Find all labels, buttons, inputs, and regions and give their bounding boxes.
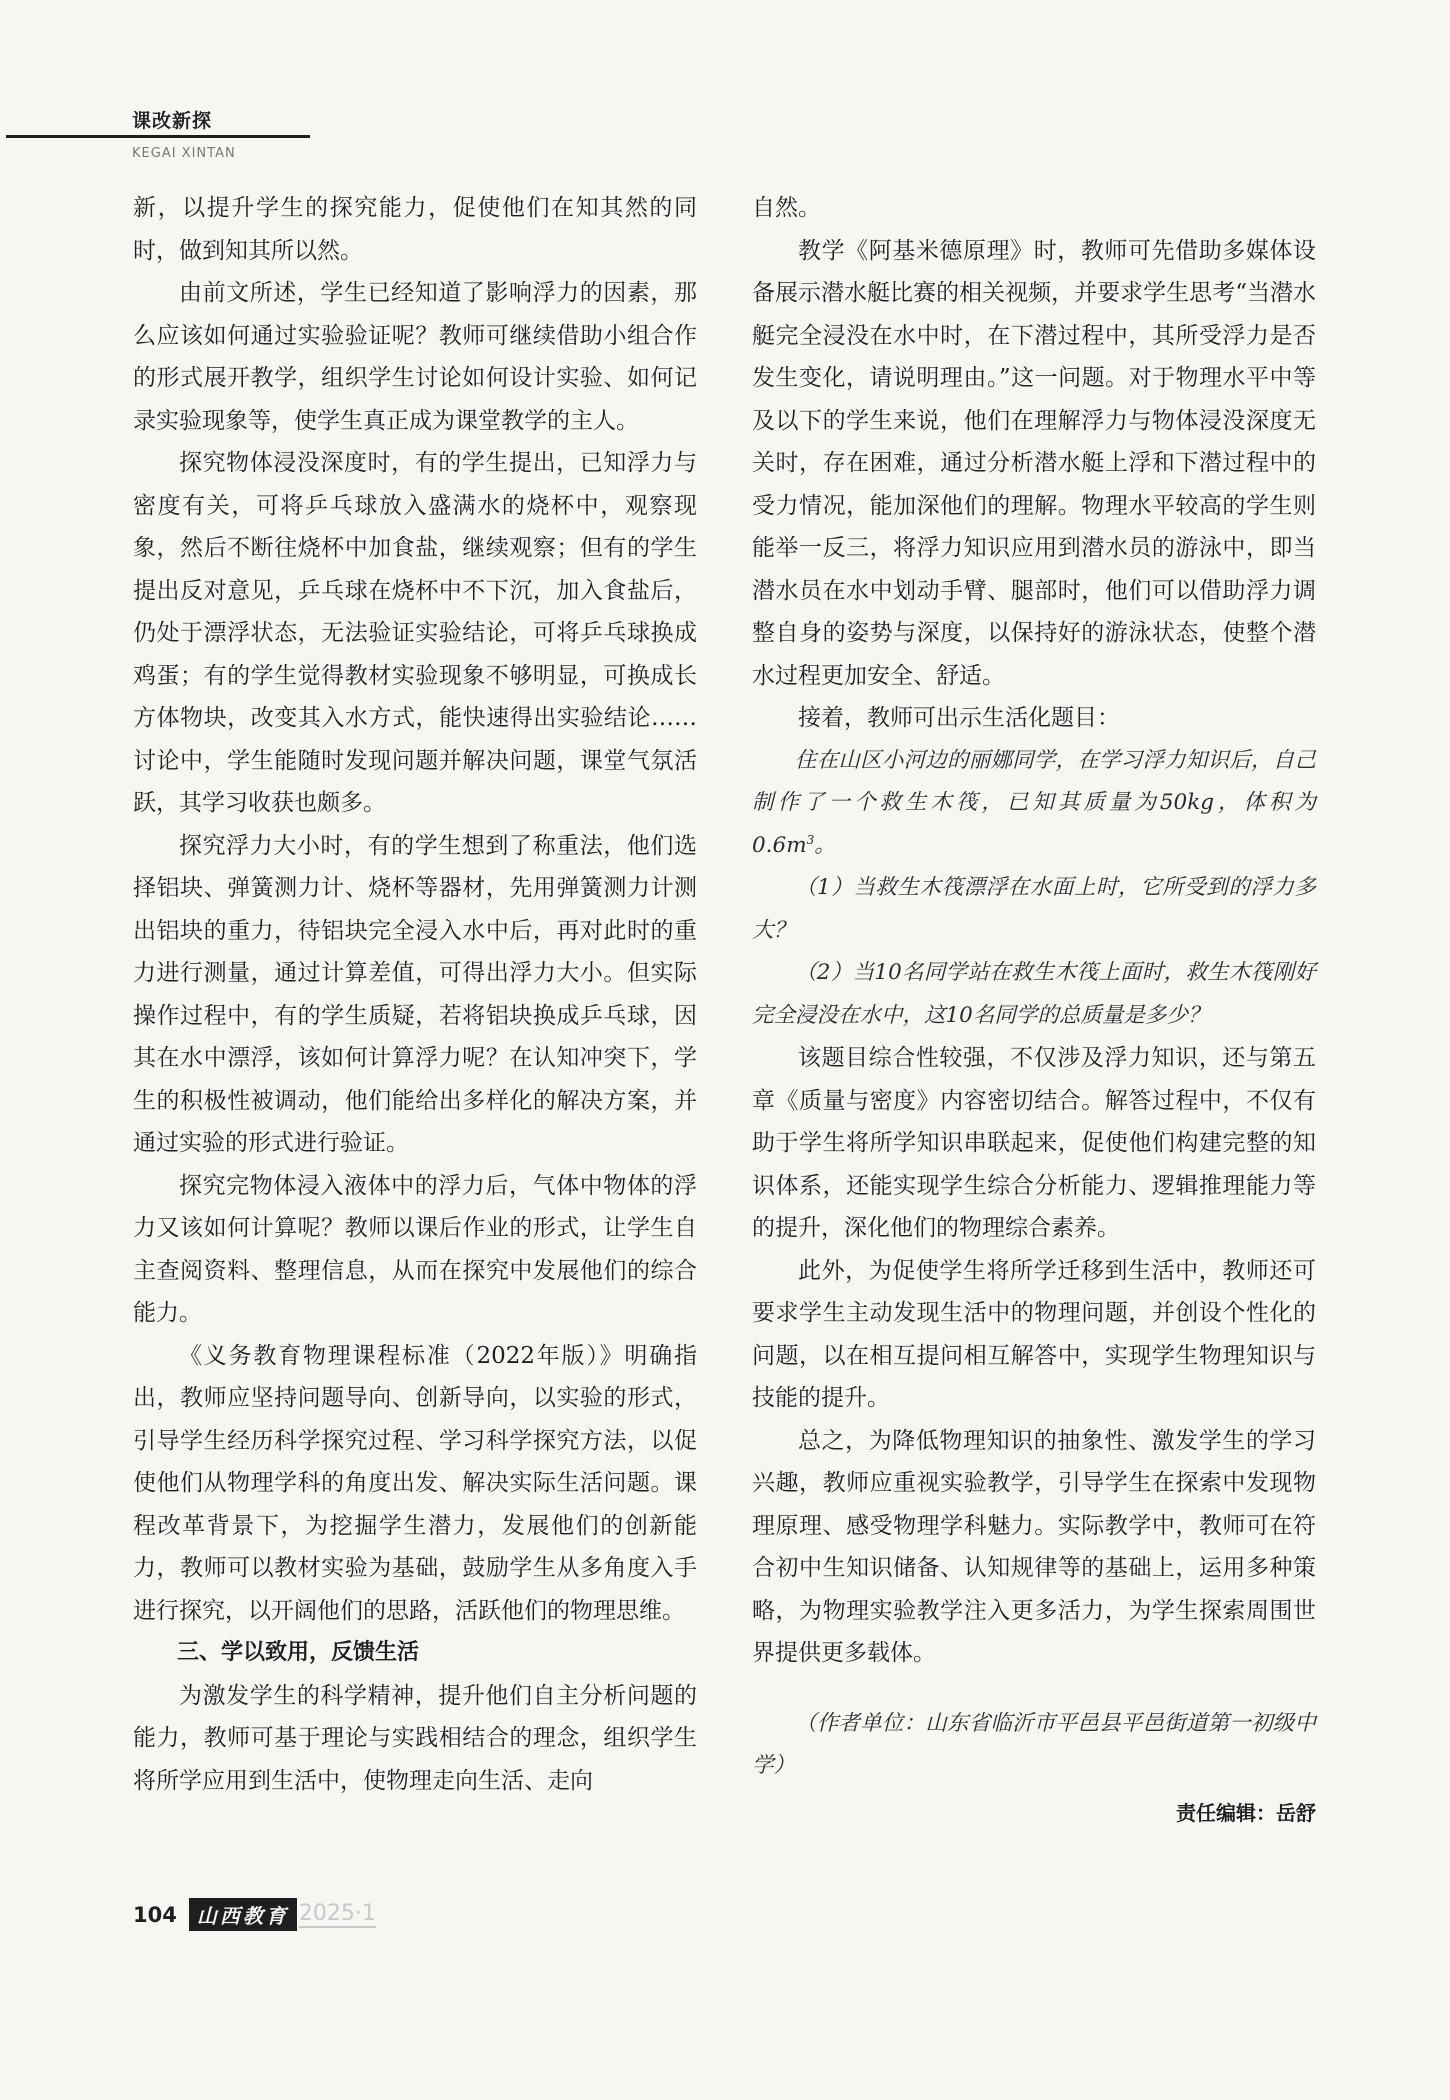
page-footer: [133, 1898, 376, 1931]
section-heading: 三、学以致用，反馈生活: [177, 1640, 420, 1665]
paragraph: 新，以提升学生的探究能力，促使他们在知其然的同时，做到知其所以然。: [133, 195, 697, 264]
page-number: 104: [133, 1902, 177, 1927]
unit-superscript: 3: [806, 832, 815, 847]
author-affiliation: （作者单位：山东省临沂市平邑县平邑街道第一初级中学）: [752, 1710, 1316, 1778]
paragraph: 自然。: [752, 195, 821, 221]
responsible-editor: 责任编辑：岳舒: [1176, 1800, 1316, 1825]
paragraph: 探究物体浸没深度时，有的学生提出，已知浮力与密度有关，可将乒乓球放入盛满水的烧杯中，观察现象，然后不断往烧杯中加食盐，继续观察；但有的学生提出反对意见，乒乓球在烧杯中不下沉，加入食盐后，仍处于漂浮状态，无法验证实验结论，可将乒乓球换成鸡蛋；有的学生觉得教材实验现象不够明显，可换成长方体物块，改变其入水方式，能快速得出实验结论……讨论中，学生能随时发现问题并解决问题，课堂气氛活跃，其学习收获也颇多。: [133, 450, 697, 816]
paragraph: 接着，教师可出示生活化题目：: [798, 705, 1120, 731]
left-column: [133, 187, 697, 1802]
paragraph: 此外，为促使学生将所学迁移到生活中，教师还可要求学生主动发现生活中的物理问题，并创设个性化的问题，以在相互提问相互解答中，实现学生物理知识与技能的提升。: [752, 1257, 1316, 1411]
paragraph: 由前文所述，学生已经知道了影响浮力的因素，那么应该如何通过实验验证呢？教师可继续借助小组合作的形式展开教学，组织学生讨论如何设计实验、如何记录实验现象等，使学生真正成为课堂教学的主人。: [133, 280, 697, 434]
paragraph: 为激发学生的科学精神，提升他们自主分析问题的能力，教师可基于理论与实践相结合的理念，组织学生将所学应用到生活中，使物理走向生活、走向: [133, 1682, 697, 1794]
section-pinyin: KEGAI XINTAN: [132, 146, 236, 161]
question-2: （2）当10名同学站在救生木筏上面时，救生木筏刚好完全浸没在水中，这10名同学的总质量是多少？: [752, 960, 1316, 1028]
issue-number: 2025·1: [298, 1900, 376, 1926]
paragraph: 探究完物体浸入液体中的浮力后，气体中物体的浮力又该如何计算呢？教师以课后作业的形式，让学生自主查阅资料、整理信息，从而在探究中发展他们的综合能力。: [133, 1172, 697, 1326]
paragraph: 该题目综合性较强，不仅涉及浮力知识，还与第五章《质量与密度》内容密切结合。解答过程中，不仅有助于学生将所学知识串联起来，促使他们构建完整的知识体系，还能实现学生综合分析能力、逻辑推理能力等的提升，深化他们的物理综合素养。: [752, 1045, 1316, 1241]
problem-text: 住在山区小河边的丽娜同学，在学习浮力知识后，自己制作了一个救生木筏，已知其质量为50kg，体积为0.6m: [752, 747, 1316, 858]
paragraph: 《义务教育物理课程标准（2022年版）》明确指出，教师应坚持问题导向、创新导向，以实验的形式，引导学生经历科学探究过程、学习科学探究方法，以促使他们从物理学科的角度出发、解决实际生活问题。课程改革背景下，为挖掘学生潜力，发展他们的创新能力，教师可以教材实验为基础，鼓励学生从多角度入手进行探究，以开阔他们的思路，活跃他们的物理思维。: [133, 1342, 697, 1624]
paragraph: 总之，为降低物理知识的抽象性、激发学生的学习兴趣，教师应重视实验教学，引导学生在探索中发现物理原理、感受物理学科魅力。实际教学中，教师可在符合初中生知识储备、认知规律等的基础上，运用多种策略，为物理实验教学注入更多活力，为学生探索周围世界提供更多载体。: [752, 1427, 1316, 1666]
question-1: （1）当救生木筏漂浮在水面上时，它所受到的浮力多大？: [752, 875, 1316, 943]
header-rule: [6, 135, 310, 138]
paragraph: 探究浮力大小时，有的学生想到了称重法，他们选择铝块、弹簧测力计、烧杯等器材，先用弹簧测力计测出铝块的重力，待铝块完全浸入水中后，再对此时的重力进行测量，通过计算差值，可得出浮力大小。但实际操作过程中，有的学生质疑，若将铝块换成乒乓球，因其在水中漂浮，该如何计算浮力呢？在认知冲突下，学生的积极性被调动，他们能给出多样化的解决方案，并通过实验的形式进行验证。: [133, 832, 697, 1156]
journal-logo: 山西教育: [189, 1898, 297, 1931]
problem-end: 。: [814, 832, 836, 858]
section-title: 课改新探: [132, 110, 213, 132]
paragraph: 教学《阿基米德原理》时，教师可先借助多媒体设备展示潜水艇比赛的相关视频，并要求学生思考“当潜水艇完全浸没在水中时，在下潜过程中，其所受浮力是否发生变化，请说明理由。”这一问题。对于物理水平中等及以下的学生来说，他们在理解浮力与物体浸没深度无关时，存在困难，通过分析潜水艇上浮和下潜过程中的受力情况，能加深他们的理解。物理水平较高的学生则能举一反三，将浮力知识应用到潜水员的游泳中，即当潜水员在水中划动手臂、腿部时，他们可以借助浮力调整自身的姿势与深度，以保持好的游泳状态，使整个潜水过程更加安全、舒适。: [752, 237, 1316, 689]
problem-statement: [752, 740, 1316, 868]
right-column: [752, 187, 1316, 1834]
